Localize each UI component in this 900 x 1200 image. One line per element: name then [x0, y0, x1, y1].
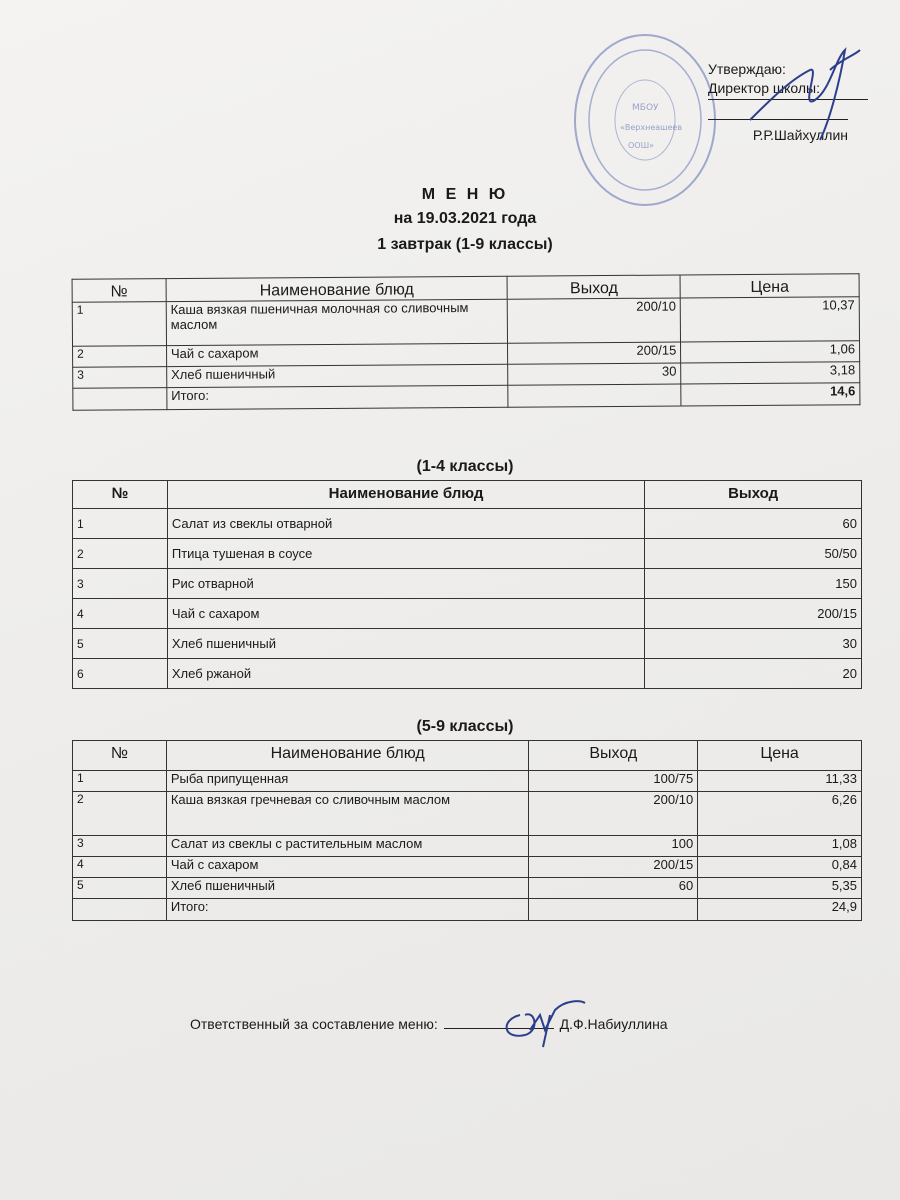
- menu-table-1-4: [72, 480, 862, 689]
- director-signature: [740, 40, 870, 150]
- row-number: 2: [73, 539, 168, 569]
- dish-yield: 200/10: [508, 298, 681, 343]
- menu-table-5-9: [72, 740, 862, 921]
- menu-title: М Е Н Ю: [421, 186, 509, 203]
- table-row: [73, 792, 862, 836]
- row-number: 3: [73, 836, 167, 857]
- dish-yield: 20: [645, 659, 862, 689]
- section-title-1-4: (1-4 классы): [416, 458, 514, 475]
- dish-name: Хлеб ржаной: [167, 659, 644, 689]
- table-row: [73, 599, 862, 629]
- dish-price: 1,08: [698, 836, 862, 857]
- approve-label: Утверждаю:: [708, 61, 786, 77]
- dish-yield: 30: [645, 629, 862, 659]
- dish-name: Рыба припущенная: [166, 771, 529, 792]
- dish-price: 3,18: [681, 362, 860, 384]
- director-name: Р.Р.Шайхуллин: [708, 119, 848, 145]
- total-value: 14,6: [681, 383, 860, 406]
- svg-text:МБОУ: МБОУ: [632, 103, 659, 113]
- table-row: [73, 836, 862, 857]
- row-number: 1: [73, 771, 167, 792]
- menu-table-1-9: [72, 273, 861, 410]
- col-header-number: №: [73, 741, 167, 771]
- dish-name: Салат из свеклы с растительным маслом: [166, 836, 529, 857]
- responsible-signature: [495, 995, 595, 1050]
- col-header-price: Цена: [698, 741, 862, 771]
- row-number: 2: [73, 792, 167, 836]
- footer-responsible: [190, 1014, 668, 1032]
- row-number: 3: [73, 569, 168, 599]
- dish-name: Птица тушеная в соусе: [167, 539, 644, 569]
- dish-name: Чай с сахаром: [166, 343, 508, 366]
- meal-title: 1 завтрак (1-9 классы): [377, 236, 553, 253]
- dish-name: Рис отварной: [167, 569, 644, 599]
- dish-price: 0,84: [698, 857, 862, 878]
- total-label: Итого:: [167, 385, 509, 409]
- row-number: 4: [73, 599, 168, 629]
- responsible-name: Д.Ф.Набиуллина: [559, 1016, 668, 1032]
- dish-yield: 100: [529, 836, 698, 857]
- total-value: 24,9: [698, 899, 862, 921]
- dish-name: Хлеб пшеничный: [167, 364, 509, 387]
- svg-text:ООШ»: ООШ»: [628, 141, 655, 150]
- dish-yield: 200/15: [645, 599, 862, 629]
- row-number: 6: [73, 659, 168, 689]
- total-label: Итого:: [166, 899, 529, 921]
- row-number: 4: [73, 857, 167, 878]
- director-label: Директор школы:: [708, 79, 868, 100]
- col-header-dish: Наименование блюд: [167, 481, 644, 509]
- dish-price: 11,33: [698, 771, 862, 792]
- table-row: [73, 539, 862, 569]
- table-row: [73, 629, 862, 659]
- dish-name: Каша вязкая пшеничная молочная со сливочным маслом: [166, 299, 508, 345]
- responsible-label: Ответственный за составление меню:: [190, 1016, 438, 1032]
- table-header-row: [73, 741, 862, 771]
- total-row: [73, 383, 860, 410]
- table-row: [72, 297, 859, 346]
- table-row: [73, 509, 862, 539]
- school-stamp: [570, 30, 720, 210]
- dish-name: Хлеб пшеничный: [166, 878, 529, 899]
- dish-yield: 60: [645, 509, 862, 539]
- col-header-number: №: [72, 279, 166, 303]
- row-number: 1: [72, 302, 166, 347]
- dish-yield: 60: [529, 878, 698, 899]
- dish-yield: 100/75: [529, 771, 698, 792]
- col-header-yield: Выход: [529, 741, 698, 771]
- total-row: [73, 899, 862, 921]
- dish-name: Чай с сахаром: [167, 599, 644, 629]
- col-header-number: №: [73, 481, 168, 509]
- dish-price: 1,06: [681, 341, 860, 363]
- row-number: 3: [73, 367, 167, 389]
- dish-yield: 200/10: [529, 792, 698, 836]
- dish-yield: 50/50: [645, 539, 862, 569]
- table-row: [73, 878, 862, 899]
- dish-price: 6,26: [698, 792, 862, 836]
- table-row: [73, 771, 862, 792]
- col-header-yield: Выход: [645, 481, 862, 509]
- dish-name: Чай с сахаром: [166, 857, 529, 878]
- col-header-price: Цена: [680, 274, 859, 298]
- menu-date: на 19.03.2021 года: [393, 210, 537, 227]
- table-row: [73, 659, 862, 689]
- dish-price: 10,37: [680, 297, 859, 342]
- dish-yield: 200/15: [508, 342, 681, 364]
- table-row: [73, 857, 862, 878]
- svg-text:«Верхнеашеев: «Верхнеашеев: [620, 123, 683, 132]
- dish-name: Хлеб пшеничный: [167, 629, 644, 659]
- dish-yield: 200/15: [529, 857, 698, 878]
- col-header-dish: Наименование блюд: [166, 276, 508, 301]
- dish-name: Каша вязкая гречневая со сливочным маслом: [166, 792, 529, 836]
- row-number: 1: [73, 509, 168, 539]
- dish-yield: 150: [645, 569, 862, 599]
- row-number: 5: [73, 629, 168, 659]
- table-row: [73, 569, 862, 599]
- table-header-row: [73, 481, 862, 509]
- row-number: 5: [73, 878, 167, 899]
- dish-yield: 30: [508, 363, 681, 385]
- col-header-dish: Наименование блюд: [166, 741, 529, 771]
- dish-price: 5,35: [698, 878, 862, 899]
- row-number: 2: [73, 346, 167, 368]
- col-header-yield: Выход: [507, 275, 680, 299]
- section-title-5-9: (5-9 классы): [416, 718, 514, 735]
- dish-name: Салат из свеклы отварной: [167, 509, 644, 539]
